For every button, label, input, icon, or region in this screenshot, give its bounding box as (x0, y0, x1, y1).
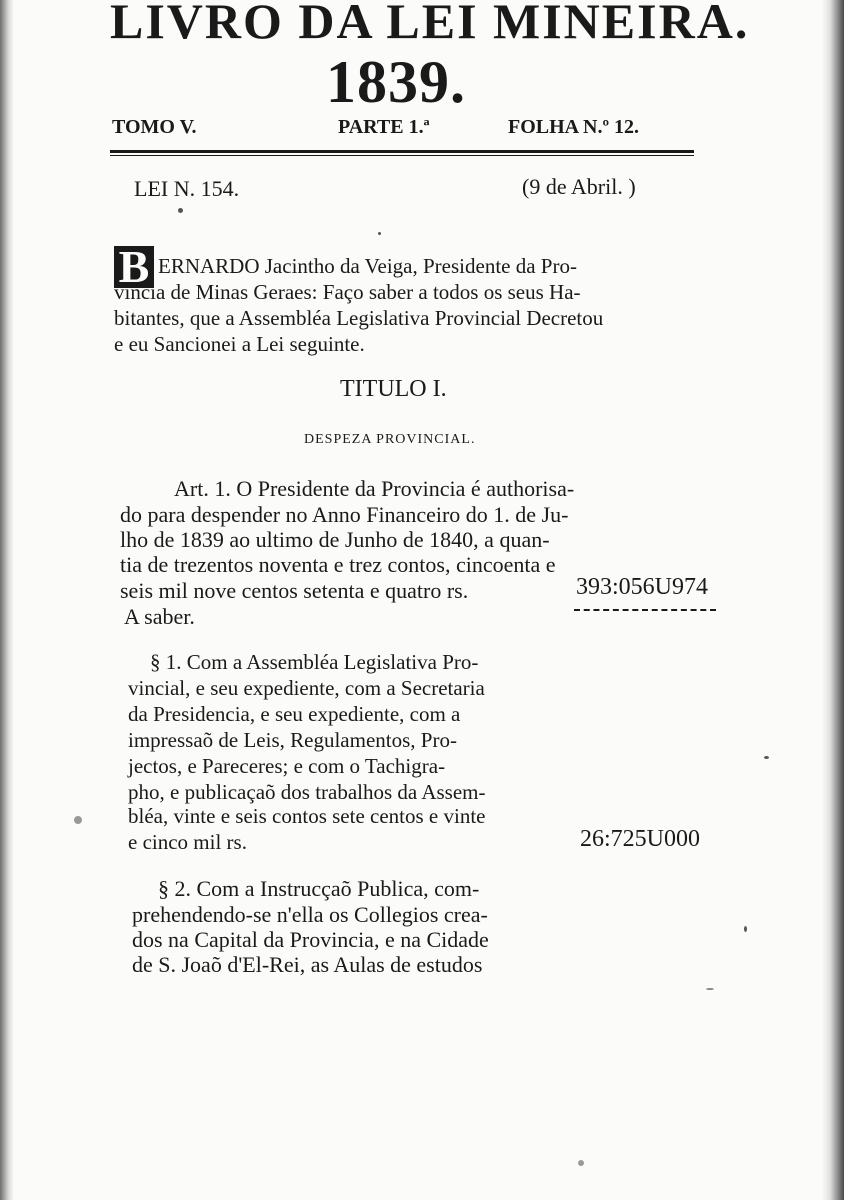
page-edge-shadow-left (0, 0, 14, 1200)
print-speck (764, 756, 769, 759)
amount-underline (574, 609, 716, 611)
paragraph-1-line: vincial, e seu expediente, com a Secretaria (128, 676, 485, 700)
paragraph-1-line: bléa, vinte e seis contos sete centos e vinte (128, 804, 486, 828)
paragraph-1-line: jectos, e Pareceres; e com o Tachigra- (128, 754, 446, 778)
article-1-line: Art. 1. O Presidente da Provincia é authorisa- (174, 476, 575, 501)
header-rule (110, 150, 694, 153)
preamble-line: e eu Sancionei a Lei seguinte. (114, 332, 365, 356)
article-1-line: seis mil nove centos setenta e quatro rs. (120, 578, 469, 603)
paragraph-1-line: e cinco mil rs. (128, 830, 247, 854)
law-number: LEI N. 154. (134, 176, 240, 201)
paragraph-1-line: impressaõ de Leis, Regulamentos, Pro- (128, 728, 457, 752)
print-speck (706, 988, 714, 990)
article-1-line: A saber. (124, 604, 195, 629)
paragraph-2-line: dos na Capital da Provincia, e na Cidade (132, 927, 489, 952)
paragraph-2-line: prehendendo-se n'ella os Collegios crea- (132, 902, 488, 927)
print-speck (74, 816, 82, 824)
paragraph-1-amount: 26:725U000 (580, 826, 700, 852)
paragraph-1-line: da Presidencia, e seu expediente, com a (128, 702, 461, 726)
preamble-line: bitantes, que a Assembléa Legislativa Provincial Decretou (114, 306, 604, 330)
parte-label: PARTE 1.ª (338, 116, 430, 138)
preamble-line: vincia de Minas Geraes: Faço saber a todos os seus Ha- (114, 280, 581, 304)
article-1-amount: 393:056U974 (576, 574, 708, 600)
print-speck (178, 208, 183, 213)
header-rule-thin (110, 155, 694, 156)
page-edge-shadow-right (822, 0, 844, 1200)
article-1-line: lho de 1839 ao ultimo de Junho de 1840, a quan- (120, 527, 550, 552)
section-subheading: DESPEZA PROVINCIAL. (304, 432, 476, 447)
preamble-line: ERNARDO Jacintho da Veiga, Presidente da Pro- (158, 254, 577, 278)
publication-year: 1839. (326, 49, 466, 115)
tomo-label: TOMO V. (112, 116, 197, 138)
article-1-line: tia de trezentos noventa e trez contos, cincoenta e (120, 552, 556, 577)
print-speck (378, 232, 381, 235)
titulo-heading: TITULO I. (340, 376, 447, 402)
law-date: (9 de Abril. ) (522, 174, 636, 199)
publication-title: LIVRO DA LEI MINEIRA. (110, 0, 750, 49)
paragraph-2-line: § 2. Com a Instrucçaõ Publica, com- (158, 876, 480, 901)
paragraph-2-line: de S. Joaõ d'El-Rei, as Aulas de estudos (132, 952, 483, 977)
print-speck (744, 926, 747, 932)
paragraph-1-line: pho, e publicaçaõ dos trabalhos da Assem- (128, 780, 486, 804)
article-1-line: do para despender no Anno Financeiro do 1. de Ju- (120, 502, 569, 527)
folha-label: FOLHA N.º 12. (508, 116, 640, 138)
print-speck (578, 1160, 584, 1166)
drop-cap-letter: B (114, 246, 154, 288)
paragraph-1-line: § 1. Com a Assembléa Legislativa Pro- (150, 650, 479, 674)
